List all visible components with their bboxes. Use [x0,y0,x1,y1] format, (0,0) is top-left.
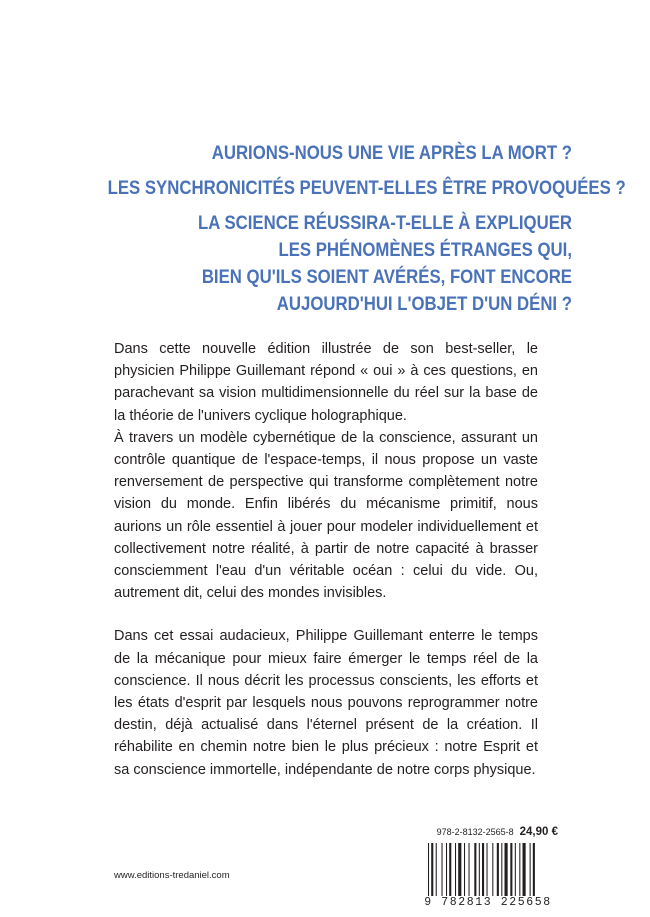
isbn-number: 978-2-8132-2565-8 [436,827,514,837]
blurb-paragraph-2: À travers un modèle cybernétique de la conscience, assurant un contrôle quantique de l'espace-temps, il nous propose un vaste renversement de perspective qui transforme complètement notre vision du monde. Enfin libérés du mécanisme primitif, nous aurions un rôle essentiel à jouer pour modeler individuellement et collectivement notre réalité, à partir de notre capacité à brasser consciemment l'eau d'un véritable océan : celui du vide. Ou, autrement dit, celui des mondes invisibles. [114,429,538,602]
barcode [418,843,558,909]
headline-question-3-line-1: LA SCIENCE RÉUSSIRA-T-ELLE À EXPLIQUER [198,212,572,234]
headline-question-3-line-3: BIEN QU'ILS SOIENT AVÉRÉS, FONT ENCORE [201,266,572,288]
price: 24,90 € [519,826,558,838]
back-cover-headlines [32,140,626,318]
barcode-digits: 9 782813 225658 [418,896,558,909]
blurb-text [114,338,538,781]
price-barcode-block [418,826,558,909]
headline-question-1: AURIONS-NOUS UNE VIE APRÈS LA MORT ? [211,142,572,164]
headline-question-3-line-4: AUJOURD'HUI L'OBJET D'UN DÉNI ? [276,293,572,315]
blurb-paragraph-3: Dans cet essai audacieux, Philippe Guillemant enterre le temps de la mécanique pour mieux faire émerger le temps réel de la conscience. Il nous décrit les processus conscients, les efforts et les états d'esprit par lesquels nous pouvons reprogrammer notre destin, déjà actualisé dans l'éternel présent de la création. Il réhabilite en chemin notre bien le plus précieux : notre Esprit et sa conscience immortelle, indépendante de notre corps physique. [114,628,538,778]
headline-question-3-line-2: LES PHÉNOMÈNES ÉTRANGES QUI, [278,239,572,261]
blurb-paragraph-1: Dans cette nouvelle édition illustrée de son best-seller, le physicien Philippe Guillemant répond « oui » à ces questions, en parachevant sa vision multidimensionnelle du réel sur la base de la théorie de l'univers cyclique holographique. [114,341,538,424]
publisher-website: www.editions-tredaniel.com [114,870,230,881]
headline-question-2: LES SYNCHRONICITÉS PEUVENT-ELLES ÊTRE PROVOQUÉES ? [107,177,626,199]
